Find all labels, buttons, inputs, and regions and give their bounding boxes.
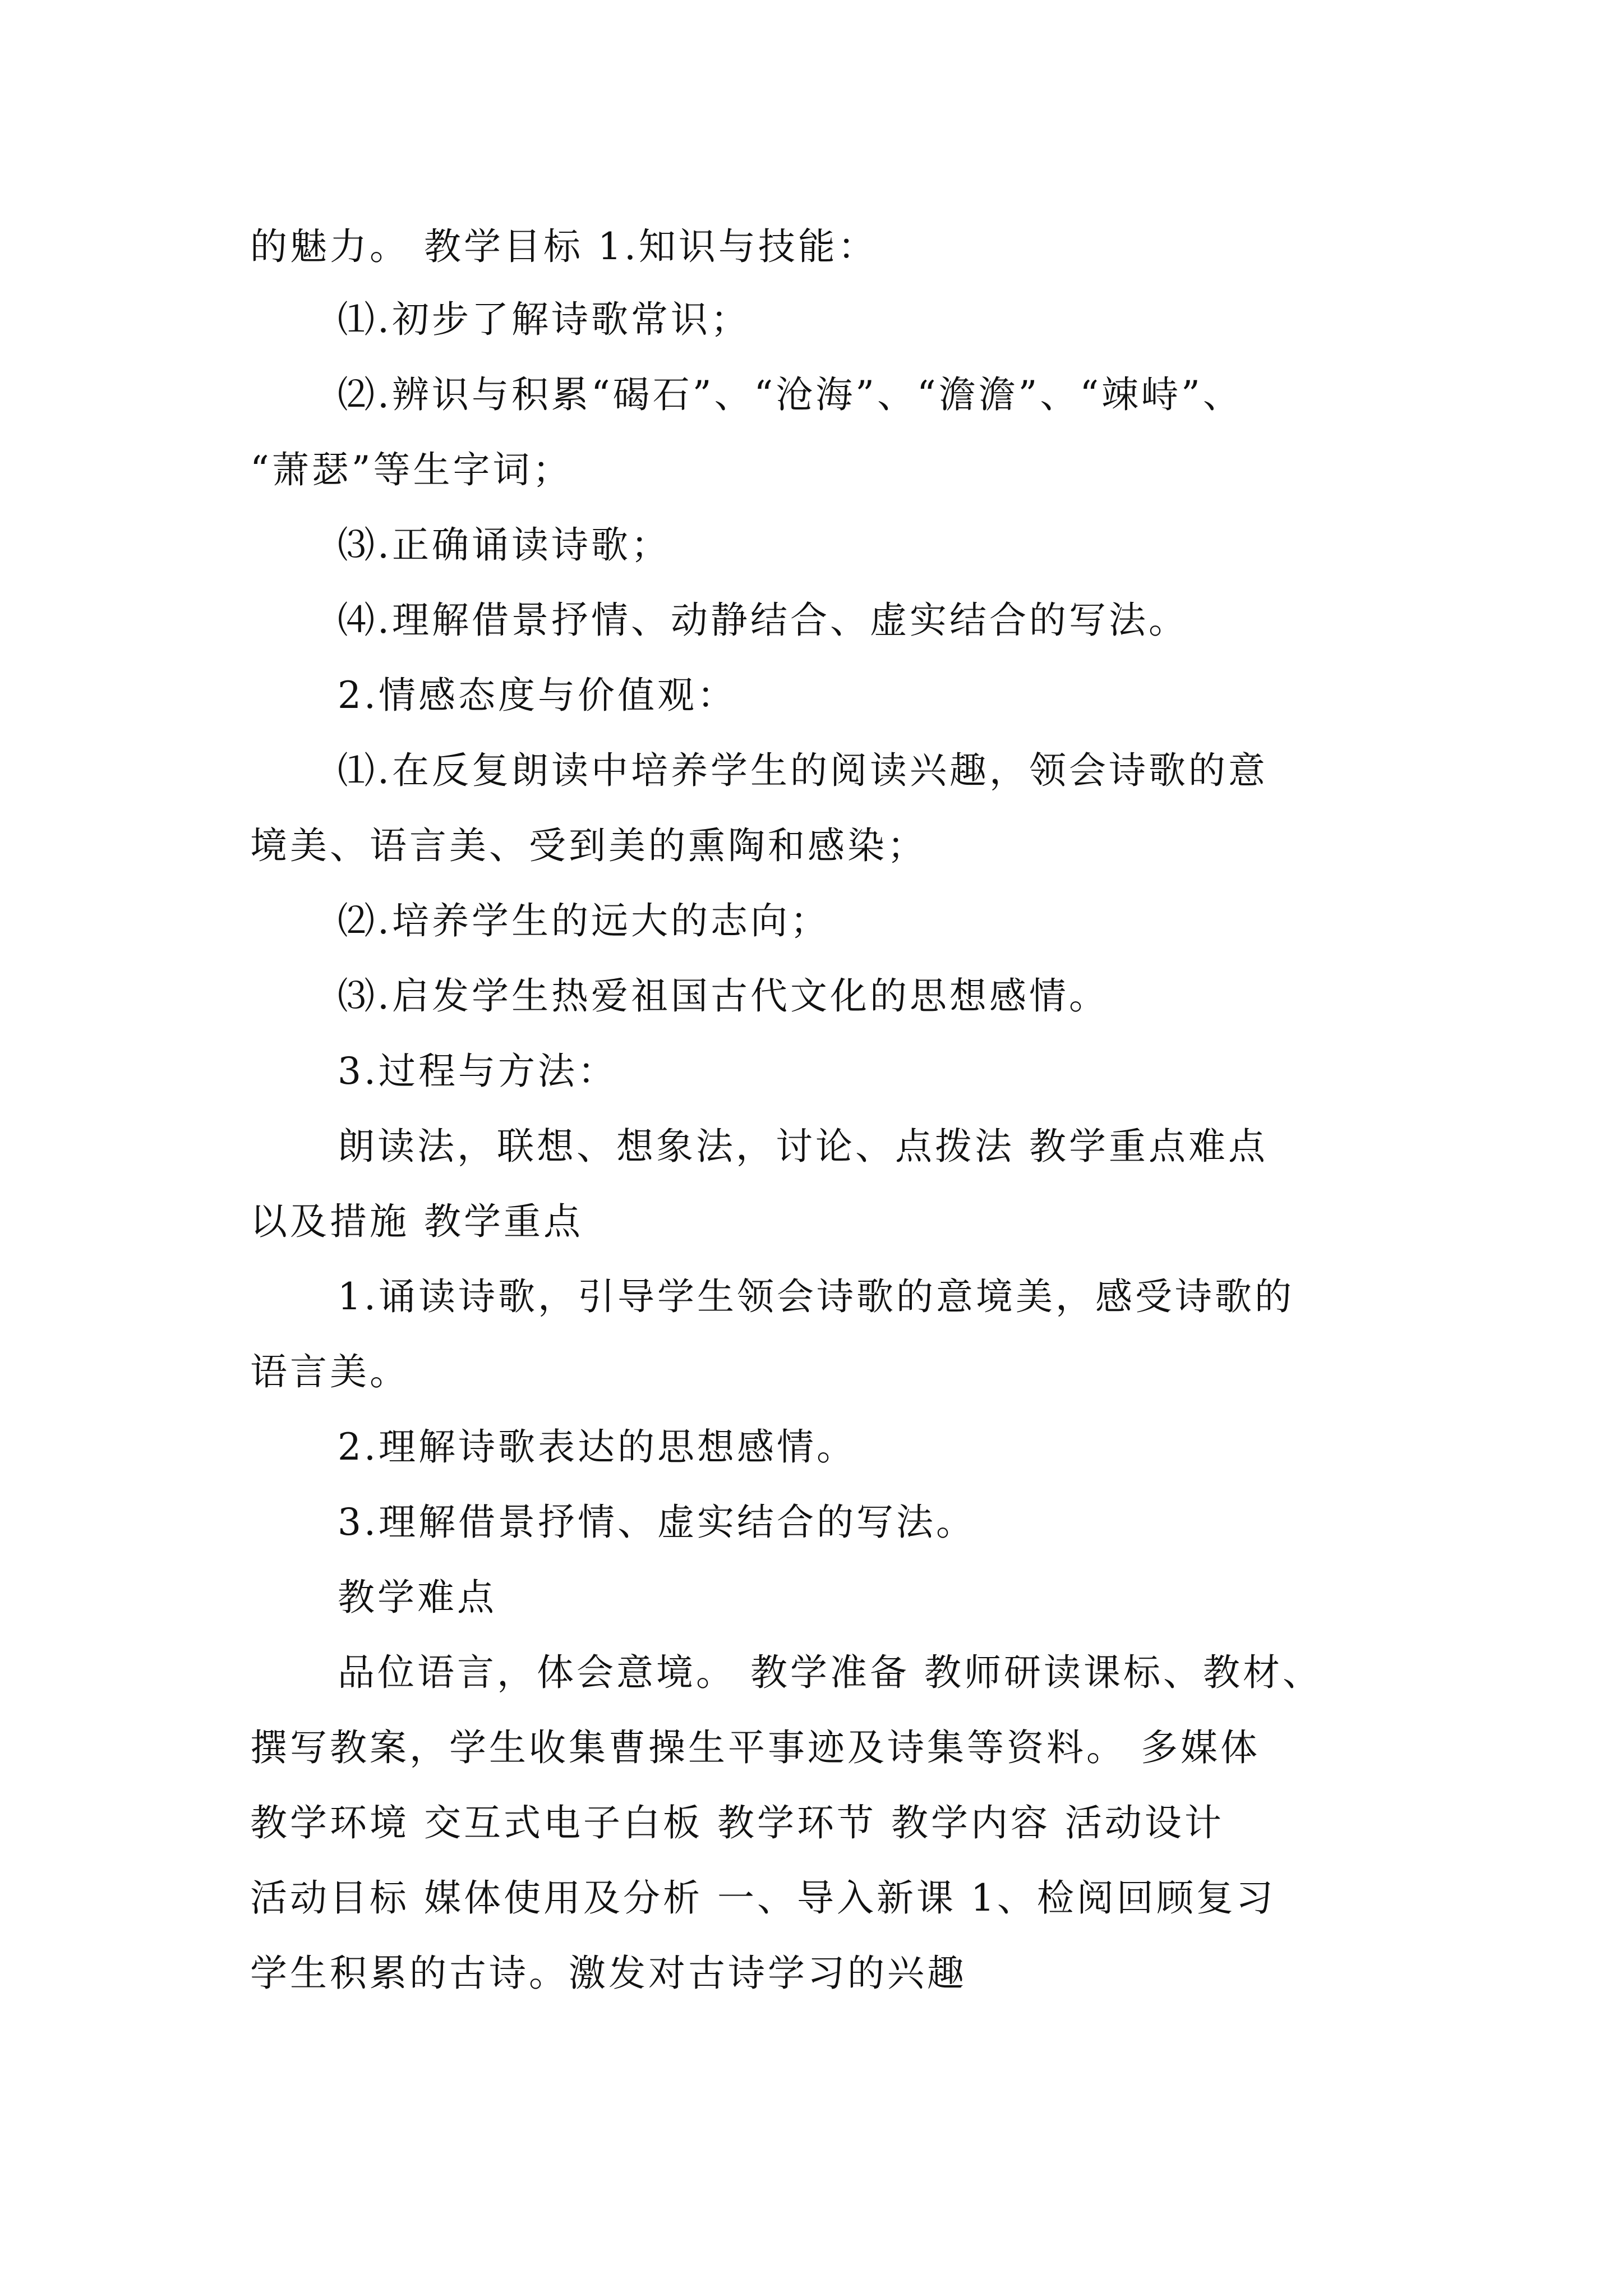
text-line: ⑴.初步了解诗歌常识；: [338, 298, 750, 341]
text-line: 活动目标 媒体使用及分析 一、导入新课 1、检阅回顾复习: [250, 1876, 1276, 1920]
text-line: 以及措施 教学重点: [250, 1200, 583, 1243]
text-line: 3.理解借景抒情、虚实结合的写法。: [338, 1501, 976, 1544]
text-line: ⑵.培养学生的远大的志向；: [338, 899, 830, 942]
text-line: ⑵.辨识与积累“碣石”、“沧海”、“澹澹”、“竦峙”、: [338, 373, 1243, 416]
text-line: 教学难点: [338, 1576, 497, 1619]
text-line: 撰写教案，学生收集曹操生平事迹及诗集等资料。 多媒体: [250, 1726, 1260, 1769]
text-line: 2.情感态度与价值观：: [338, 674, 737, 717]
text-line: 语言美。: [250, 1350, 409, 1393]
text-line: 3.过程与方法：: [338, 1050, 617, 1093]
text-line: 2.理解诗歌表达的思想感情。: [338, 1425, 856, 1469]
text-line: 品位语言，体会意境。 教学准备 教师研读课标、教材、: [338, 1651, 1322, 1694]
text-line: 境美、语言美、受到美的熏陶和感染；: [250, 824, 927, 867]
text-line: 1.诵读诗歌，引导学生领会诗歌的意境美，感受诗歌的: [338, 1275, 1294, 1318]
text-line: 的魅力。 教学目标 1.知识与技能：: [250, 225, 878, 268]
text-line: 朗读法，联想、想象法，讨论、点拨法 教学重点难点: [338, 1125, 1268, 1168]
text-line: “萧瑟”等生字词；: [250, 448, 573, 491]
text-line: ⑷.理解借景抒情、动静结合、虚实结合的写法。: [338, 599, 1188, 642]
text-line: 学生积累的古诗。激发对古诗学习的兴趣: [250, 1952, 967, 1995]
text-line: ⑴.在反复朗读中培养学生的阅读兴趣，领会诗歌的意: [338, 749, 1268, 792]
text-line: 教学环境 交互式电子白板 教学环节 教学内容 活动设计: [250, 1801, 1224, 1844]
text-line: ⑶.正确诵读诗歌；: [338, 523, 671, 567]
text-line: ⑶.启发学生热爱祖国古代文化的思想感情。: [338, 974, 1109, 1018]
